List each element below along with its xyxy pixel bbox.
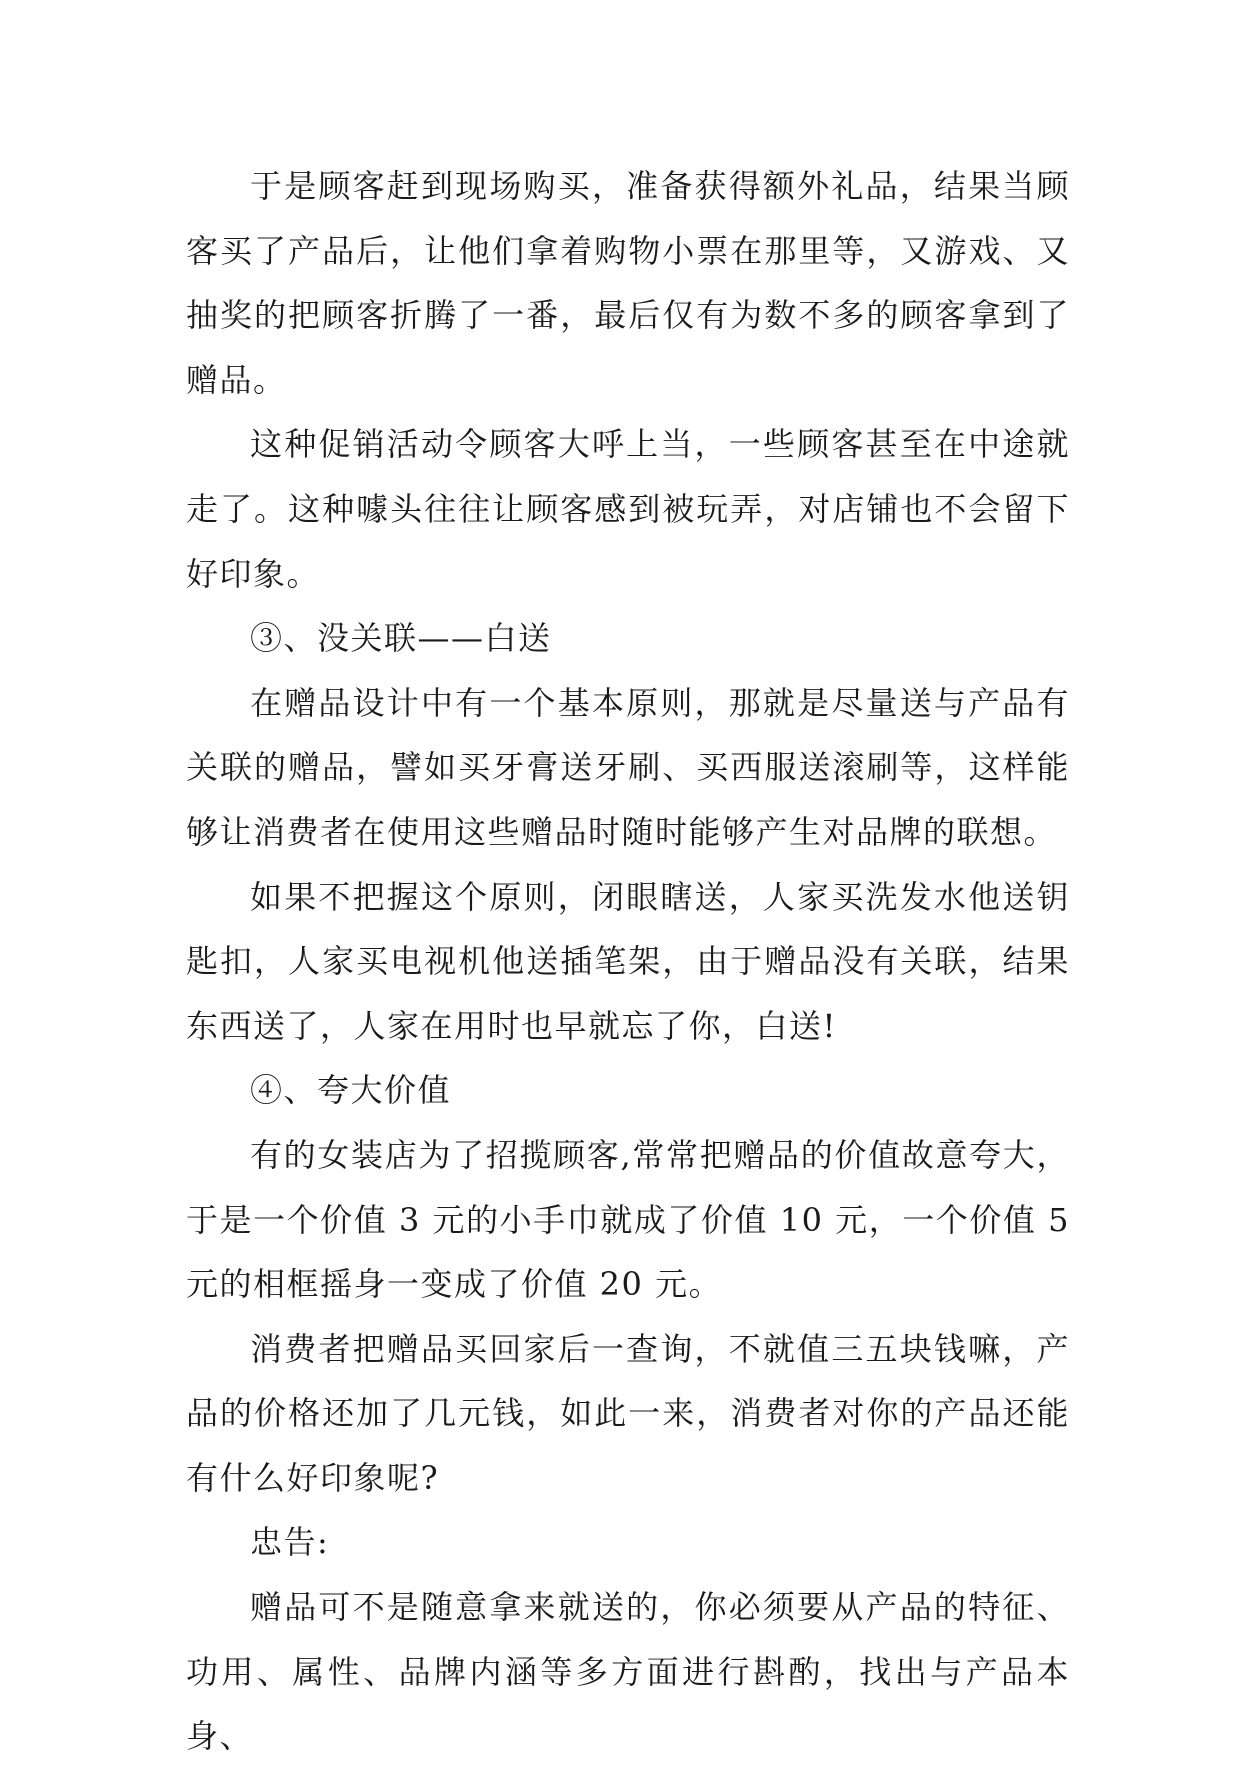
paragraph-1: 于是顾客赶到现场购买，准备获得额外礼品，结果当顾客买了产品后，让他们拿着购物小票在那里等，又游戏、又抽奖的把顾客折腾了一番，最后仅有为数不多的顾客拿到了赠品。: [186, 167, 1070, 399]
section-heading-no-relevance: ③、没关联——白送: [250, 619, 552, 658]
paragraph-4: 如果不把握这个原则，闭眼瞎送，人家买洗发水他送钥匙扣，人家买电视机他送插笔架，由于赠品没有关联，结果东西送了，人家在用时也早就忘了你，白送!: [186, 877, 1070, 1045]
paragraph-6: 消费者把赠品买回家后一查询，不就值三五块钱嘛，产品的价格还加了几元钱，如此一来，消费者对你的产品还能有什么好印象呢?: [186, 1329, 1070, 1497]
paragraph-5: 有的女装店为了招揽顾客,常常把赠品的价值故意夸大，于是一个价值 3 元的小手巾就成了价值 10 元，一个价值 5 元的相框摇身一变成了价值 20 元。: [186, 1135, 1070, 1304]
paragraph-7: 赠品可不是随意拿来就送的，你必须要从产品的特征、功用、属性、品牌内涵等多方面进行斟酌，找出与产品本身、: [186, 1588, 1070, 1756]
document-body: [186, 154, 1070, 1769]
section-heading-exaggerated-value: ④、夸大价值: [250, 1071, 452, 1110]
paragraph-3: 在赠品设计中有一个基本原则，那就是尽量送与产品有关联的赠品，譬如买牙膏送牙刷、买西服送滚刷等，这样能够让消费者在使用这些赠品时随时能够产生对品牌的联想。: [186, 683, 1070, 851]
paragraph-2: 这种促销活动令顾客大呼上当，一些顾客甚至在中途就走了。这种噱头往往让顾客感到被玩弄，对店铺也不会留下好印象。: [186, 425, 1070, 593]
advice-heading: 忠告:: [250, 1523, 330, 1562]
